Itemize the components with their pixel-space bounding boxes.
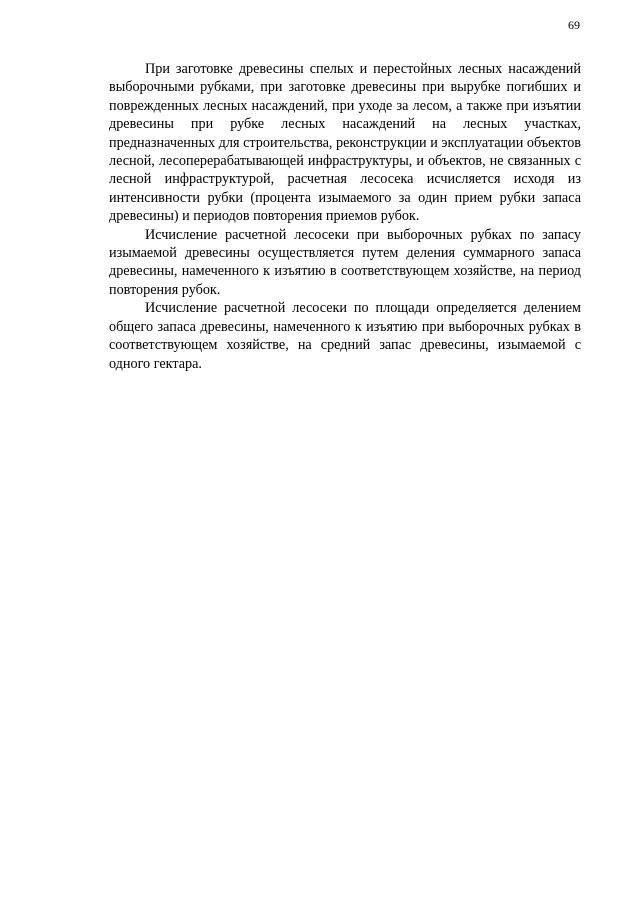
page-number: 69 (568, 18, 580, 32)
paragraph-calculation-by-area: Исчисление расчетной лесосеки по площади определяется делением общего запаса древесины, намеченного к изъятию при выборочных рубках в соответствующем хозяйстве, на средний запас древесины, изымаемой с одного гектара. (109, 300, 581, 372)
paragraph-intensity-of-cutting: При заготовке древесины спелых и перестойных лесных насаждений выборочными рубками, при заготовке древесины при вырубке погибших и поврежденных лесных насаждений, при уходе за лесом, а также при изъятии древесины при рубке лесных насаждений на лесных участках, предназначенных для строительства, реконструкции и эксплуатации объектов лесной, лесоперерабатывающей инфраструктуры, и объектов, не связанных с лесной инфраструктурой, расчетная лесосека исчисляется исходя из интенсивности рубки (процента изымаемого за один прием рубки запаса древесины) и периодов повторения приемов рубок. (109, 61, 581, 225)
paragraph-calculation-by-volume: Исчисление расчетной лесосеки при выборочных рубках по запасу изымаемой древесины осуществляется путем деления суммарного запаса древесины, намеченного к изъятию в соответствующем хозяйстве, на период повторения рубок. (109, 226, 581, 298)
document-body (109, 60, 581, 373)
